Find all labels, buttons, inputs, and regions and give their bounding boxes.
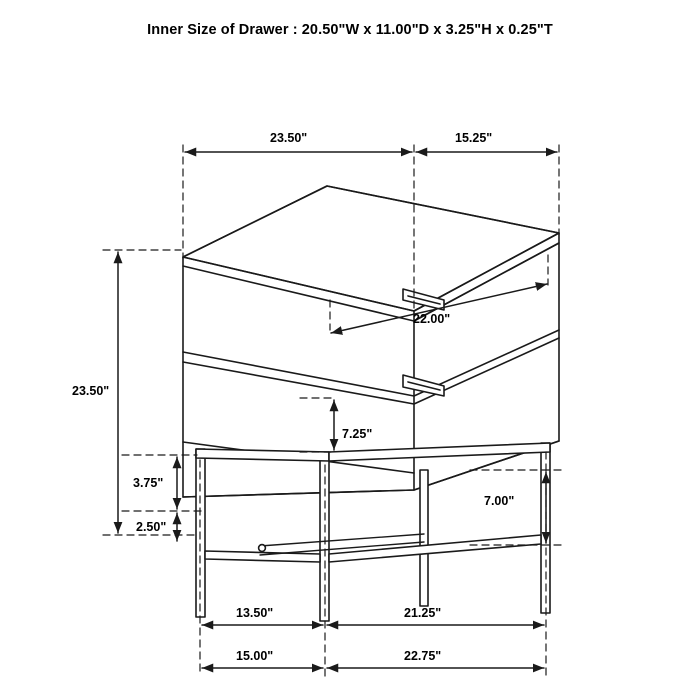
leg-back-middle bbox=[420, 470, 428, 606]
dim-top-side-depth: 15.25" bbox=[455, 131, 493, 145]
dim-base-side-span: 21.25" bbox=[404, 606, 442, 620]
base-stretcher-front bbox=[205, 551, 320, 562]
drawer-handle-bottom bbox=[403, 375, 444, 396]
base-rail-side-top bbox=[329, 443, 550, 461]
dim-drawer-front-height: 7.25" bbox=[342, 427, 373, 441]
page-title: Inner Size of Drawer : 20.50"W x 11.00"D x 3.25"H x 0.25"T bbox=[147, 22, 553, 38]
dim-foot-front-span: 15.00" bbox=[236, 649, 274, 663]
stretcher-joint-detail bbox=[259, 545, 266, 552]
dim-side-leg-height: 7.00" bbox=[484, 494, 515, 508]
dim-drawer-front-width: 22.00" bbox=[413, 312, 451, 326]
dim-top-front-width: 23.50" bbox=[270, 131, 308, 145]
dim-leg-upper-height: 3.75" bbox=[133, 476, 164, 490]
dim-total-height: 23.50" bbox=[72, 384, 110, 398]
base-rail-front-top bbox=[196, 449, 329, 461]
dim-base-front-span: 13.50" bbox=[236, 606, 274, 620]
dim-leg-lower-height: 2.50" bbox=[136, 520, 167, 534]
cabinet-top-panel bbox=[183, 186, 559, 311]
dim-foot-side-span: 22.75" bbox=[404, 649, 442, 663]
